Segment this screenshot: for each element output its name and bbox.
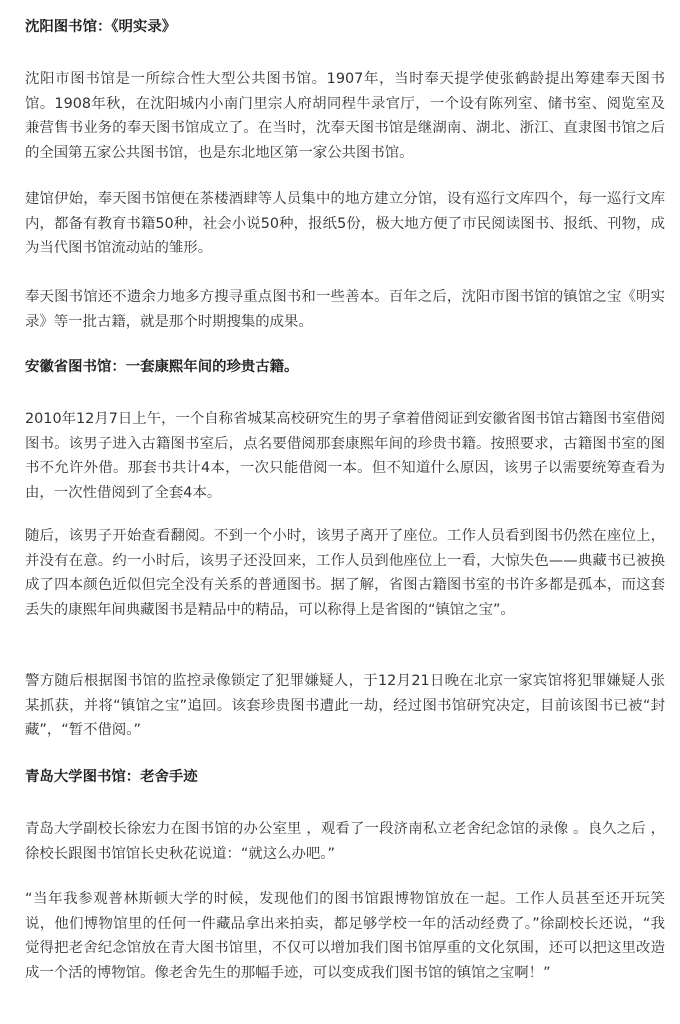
paragraph-shenyang-3: 奉天图书馆还不遗余力地多方搜寻重点图书和一些善本。百年之后，沈阳市图书馆的镇馆之宝《明实录》等一批古籍，就是那个时期搜集的成果。 [25,289,665,330]
paragraph-anhui-2: 随后，该男子开始查看翻阅。不到一个小时，该男子离开了座位。工作人员看到图书仍然在座位上，并没有在意。约一小时后，该男子还没回来，工作人员到他座位上一看，大惊失色——典藏书已被换成了四本颜色近似但完全没有关系的普通图书。据了解，省图古籍图书室的书许多都是孤本，而这套丢失的康熙年间典藏图书是精品中的精品，可以称得上是省图的“镇馆之宝”。 [25,528,665,618]
section-heading-anhui: 安徽省图书馆：一套康熙年间的珍贵古籍。 [25,359,299,375]
section-heading-shenyang: 沈阳图书馆：《明实录》 [25,19,177,35]
paragraph-qingdao-2: “当年我参观普林斯顿大学的时候，发现他们的图书馆跟博物馆放在一起。工作人员甚至还开玩笑说，他们博物馆里的任何一件藏品拿出来拍卖，都足够学校一年的活动经费了。”徐副校长还说，“我觉得把老舍纪念馆放在青大图书馆里，不仅可以增加我们图书馆厚重的文化氛围，还可以把这里改造成一个活的博物馆。像老舍先生的那幅手迹，可以变成我们图书馆的镇馆之宝啊！” [25,891,665,981]
paragraph-qingdao-1: 青岛大学副校长徐宏力在图书馆的办公室里 ，观看了一段济南私立老舍纪念馆的录像 。良久之后 ，徐校长跟图书馆馆长史秋花说道：“就这么办吧。” [25,821,665,862]
section-heading-qingdao: 青岛大学图书馆：老舍手迹 [25,769,198,785]
paragraph-anhui-1: 2010年12月7日上午，一个自称省城某高校研究生的男子拿着借阅证到安徽省图书馆古籍图书室借阅图书。该男子进入古籍图书室后，点名要借阅那套康熙年间的珍贵书籍。按照要求，古籍图书室的图书不允许外借。那套书共计4本，一次只能借阅一本。但不知道什么原因，该男子以需要统筹查看为由，一次性借阅到了全套4本。 [25,411,665,501]
paragraph-shenyang-1: 沈阳市图书馆是一所综合性大型公共图书馆。1907年，当时奉天提学使张鹤龄提出筹建奉天图书馆。1908年秋，在沈阳城内小南门里宗人府胡同程牛录官厅，一个设有陈列室、储书室、阅览室及兼营售书业务的奉天图书馆成立了。在当时，沈奉天图书馆是继湖南、湖北、浙江、直隶图书馆之后的全国第五家公共图书馆，也是东北地区第一家公共图书馆。 [25,71,665,161]
paragraph-anhui-3: 警方随后根据图书馆的监控录像锁定了犯罪嫌疑人，于12月21日晚在北京一家宾馆将犯罪嫌疑人张某抓获，并将“镇馆之宝”追回。该套珍贵图书遭此一劫，经过图书馆研究决定，目前该图书已被“封藏”，“暂不借阅。” [25,673,665,739]
paragraph-shenyang-2: 建馆伊始，奉天图书馆便在茶楼酒肆等人员集中的地方建立分馆，设有巡行文库四个，每一巡行文库内，都备有教育书籍50种，社会小说50种，报纸5份，极大地方便了市民阅读图书、报纸、刊物，成为当代图书馆流动站的雏形。 [25,191,665,257]
